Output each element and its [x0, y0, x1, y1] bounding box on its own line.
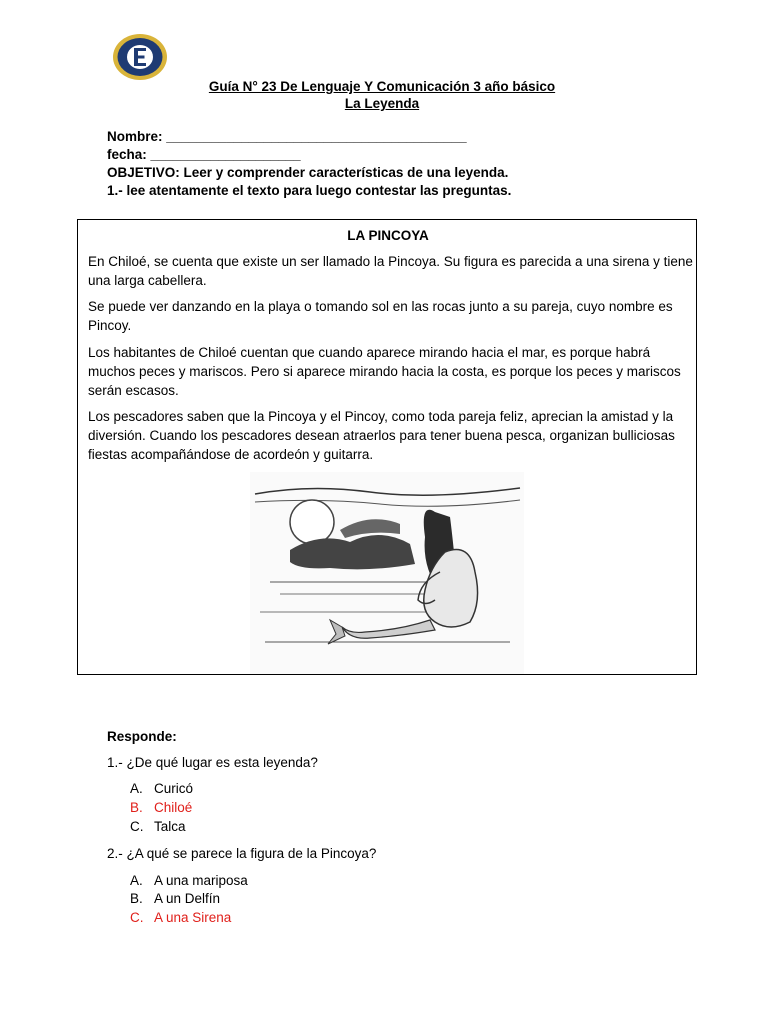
- option-1c: C. Talca: [130, 819, 186, 834]
- reading-text-box: [77, 219, 697, 675]
- story-title: LA PINCOYA: [347, 228, 429, 243]
- option-2b: B. A un Delfín: [130, 891, 221, 906]
- story-paragraph: En Chiloé, se cuenta que existe un ser llamado la Pincoya. Su figura es parecida a una sirena y tiene una larga cabellera.: [88, 254, 693, 288]
- document-title: Guía N° 23 De Lenguaje Y Comunicación 3 año básico: [208, 79, 556, 94]
- option-2c: C. A una Sirena: [130, 910, 232, 925]
- instruction-text: 1.- lee atentamente el texto para luego contestar las preguntas.: [107, 183, 512, 198]
- responde-label: Responde:: [107, 729, 177, 744]
- story-paragraph: Se puede ver danzando en la playa o tomando sol en las rocas junto a su pareja, cuyo nombre es Pincoy.: [88, 299, 673, 333]
- option-1a: A. Curicó: [130, 781, 194, 796]
- option-2a: A. A una mariposa: [130, 873, 248, 888]
- story-paragraph: Los habitantes de Chiloé cuentan que cuando aparece mirando hacia el mar, es porque habrá muchos peces y mariscos. Pero si aparece mirando hacia la costa, es porque los peces y mariscos serán escasos.: [88, 345, 681, 398]
- objetivo-text: OBJETIVO: Leer y comprender características de una leyenda.: [107, 165, 509, 180]
- question-1: 1.- ¿De qué lugar es esta leyenda?: [107, 755, 318, 770]
- nombre-field: Nombre: ________________________________________: [107, 129, 467, 144]
- school-logo-icon: [112, 33, 168, 81]
- mermaid-illustration-icon: [250, 472, 524, 674]
- question-2: 2.- ¿A qué se parece la figura de la Pincoya?: [107, 846, 377, 861]
- option-1b: B. Chiloé: [130, 800, 193, 815]
- fecha-field: fecha: ____________________: [107, 147, 301, 162]
- document-subtitle: La Leyenda: [344, 96, 420, 111]
- story-paragraph: Los pescadores saben que la Pincoya y el Pincoy, como toda pareja feliz, aprecian la amistad y la diversión. Cuando los pescadores desean atraerlos para tener buena pesca, organizan bulliciosas fiestas acompañándose de acordeón y guitarra.: [88, 409, 675, 462]
